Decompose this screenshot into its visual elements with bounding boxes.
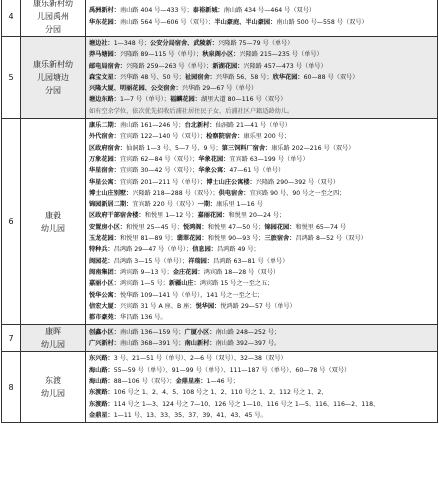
community-name: 南山新村： bbox=[184, 340, 216, 348]
address-line bbox=[89, 278, 434, 289]
address-line bbox=[89, 353, 434, 364]
community-name: 嘉丽小区： bbox=[89, 280, 120, 288]
address-range: 昌鸿路 49 号； bbox=[216, 246, 260, 254]
address-range: 1—46 号； bbox=[206, 378, 239, 386]
street-range-cell bbox=[86, 352, 438, 423]
address-range: 仙洞路 1—3 号、5—7 号、9 号； bbox=[126, 144, 222, 152]
school-name-line: 儿园塘边 bbox=[37, 73, 69, 83]
community-name: 塘边社： bbox=[89, 40, 114, 47]
school-name-cell bbox=[21, 119, 86, 325]
address-line bbox=[89, 143, 434, 154]
address-range: 兴隆路 89—115 号（单号）； bbox=[119, 51, 203, 59]
community-name: 森宝文星： bbox=[89, 73, 120, 81]
table-row bbox=[2, 0, 438, 37]
address-range: 兴隆路 218—288 号（双号）； bbox=[132, 189, 219, 197]
community-name: 华星宿舍： bbox=[89, 167, 120, 175]
table-row bbox=[2, 37, 438, 119]
address-range: 1—348 号； bbox=[113, 40, 151, 47]
address-range: 1—7 号（单号）； bbox=[119, 96, 170, 104]
community-name: 供电宿舍： bbox=[218, 189, 250, 197]
community-name: 海山路： bbox=[89, 378, 114, 386]
community-name: 泰裕新城： bbox=[192, 7, 224, 15]
address-range: 和悦里 81—89 号； bbox=[119, 235, 177, 243]
community-name: 康乐二期： bbox=[89, 122, 120, 130]
address-range: 南山路 161—246 号； bbox=[119, 122, 185, 130]
address-range: 康乐里 200 号； bbox=[243, 133, 291, 141]
community-name: 新疆山庄： bbox=[168, 280, 200, 288]
community-name: 博士山庄公寓楼： bbox=[206, 178, 256, 186]
community-name: 台北新村： bbox=[184, 122, 216, 130]
address-line bbox=[89, 177, 434, 188]
table-row bbox=[2, 352, 438, 423]
community-name: 秋泉阁小区： bbox=[202, 51, 240, 59]
school-name-cell bbox=[21, 37, 86, 119]
address-range: 106 号之 1、2、4、5、108 号之 1、2、110 号之 1、2、112 号之 1、2、 bbox=[113, 389, 328, 397]
address-range: 悦华路 109—141 号（单号），141 号之一至之七； bbox=[119, 291, 264, 299]
community-name: 华星公寓： bbox=[89, 178, 120, 186]
address-line bbox=[89, 94, 434, 105]
address-range: 兴隆路 457—473 号（单号） bbox=[243, 62, 327, 70]
community-name: 华东花园： bbox=[89, 18, 120, 26]
address-range: 兴宾路 31 号 A 座、B 座； bbox=[119, 302, 196, 310]
community-name: 翡翠花园： bbox=[176, 235, 208, 243]
row-number: 8 bbox=[2, 352, 21, 423]
community-name: 一期： bbox=[197, 201, 217, 209]
street-range-cell bbox=[86, 37, 438, 119]
address-range: 和悦里 47—50 号； bbox=[207, 223, 265, 231]
address-line bbox=[89, 61, 434, 72]
community-name: 闽南集团： bbox=[89, 268, 120, 276]
community-name: 金鼎星座： bbox=[175, 378, 207, 386]
address-range: 兴华路 29—67 号（单号） bbox=[181, 85, 258, 93]
school-name-line: 康乐新村幼 bbox=[33, 0, 73, 8]
community-name: 华象公寓： bbox=[198, 167, 230, 175]
address-line bbox=[89, 106, 434, 117]
address-line bbox=[89, 120, 434, 131]
community-name: 金庄花园： bbox=[172, 268, 204, 276]
community-name: 区政府干部宿舍楼： bbox=[89, 212, 145, 220]
community-name: 第三饲料厂宿舍： bbox=[221, 144, 272, 152]
school-name-line: 分园 bbox=[45, 25, 61, 34]
row-number: 6 bbox=[2, 119, 21, 325]
address-range: 3 号、21—51 号（单号）、2—6 号（双号）、32—38（双号） bbox=[113, 355, 287, 363]
table-row bbox=[2, 325, 438, 352]
community-name: 祉园宿舍： bbox=[184, 73, 216, 81]
community-name: 三旅宿舍： bbox=[264, 235, 296, 243]
school-name-line: 东渡 bbox=[45, 376, 61, 386]
street-range-cell bbox=[86, 325, 438, 352]
community-name: 悦鸿阁： bbox=[182, 223, 208, 231]
community-name: 闽园花： bbox=[89, 257, 114, 265]
address-line bbox=[89, 399, 434, 410]
community-name: 博士山庄别墅： bbox=[89, 189, 133, 197]
address-range: 宜宾路 220 号（双号） bbox=[132, 201, 198, 209]
address-range: 宜宾路 201—211 号（单号）； bbox=[119, 178, 207, 186]
address-range: 和悦里 20—24 号； bbox=[228, 212, 286, 220]
address-range: 鸿宾路 9—13 号； bbox=[119, 268, 173, 276]
address-range: 兴隆路 259—263 号（单号）； bbox=[126, 62, 213, 70]
address-range: 和悦里 1—12 号； bbox=[144, 212, 198, 220]
address-range: 昌鸿路 8—52 号（双号） bbox=[295, 235, 367, 243]
address-range: 华昌路 136 号。 bbox=[119, 314, 167, 322]
address-line bbox=[89, 327, 434, 338]
address-range: 兴隆路 290—392 号（双号） bbox=[255, 178, 340, 186]
community-name: 锦园花园： bbox=[264, 223, 296, 231]
address-range: 康乐里 1—16 号 bbox=[216, 201, 263, 209]
school-name-line: 康晖 bbox=[45, 327, 61, 337]
address-range: 南山路 434 号—464 号（双号） bbox=[223, 7, 316, 15]
address-line bbox=[89, 233, 434, 244]
address-line bbox=[89, 17, 434, 28]
community-name: 兴隆大厦、明丽花园、公交宿舍： bbox=[89, 85, 182, 93]
community-name: 创鑫小区： bbox=[89, 329, 120, 337]
community-name: 欣华花园： bbox=[272, 73, 304, 81]
address-line bbox=[89, 244, 434, 255]
address-line bbox=[89, 72, 434, 83]
school-name-line: 幼儿园 bbox=[41, 340, 65, 350]
address-line bbox=[89, 338, 434, 349]
address-line bbox=[89, 38, 434, 49]
community-name: 嘉丽花园： bbox=[197, 212, 229, 220]
community-name: 广兴新村： bbox=[89, 340, 120, 348]
address-line bbox=[89, 376, 434, 387]
address-range: 康乐路 202—216 号（双号） bbox=[271, 144, 355, 152]
address-line bbox=[89, 312, 434, 323]
address-line bbox=[89, 410, 434, 421]
community-name: 区政府宿舍： bbox=[89, 144, 127, 152]
school-name-cell bbox=[21, 325, 86, 352]
school-name-line: 幼儿园 bbox=[41, 389, 65, 399]
enrollment-zone-table bbox=[1, 0, 438, 423]
community-name: 邮电局宿舍： bbox=[89, 62, 127, 70]
community-name: 金鼎星： bbox=[89, 411, 114, 419]
community-name: 福麟花园： bbox=[170, 96, 201, 104]
community-name: 都市豪苑： bbox=[89, 314, 120, 322]
address-range: 兴隆路 215—235 号（单号） bbox=[239, 51, 323, 59]
address-line bbox=[89, 131, 434, 142]
address-line bbox=[89, 199, 434, 210]
address-range: 南山路 248—252 号； bbox=[215, 329, 281, 337]
address-range: 55—59 号（单号）、91—99 号（单号）、111—187 号（单号）、60—78 号（双号） bbox=[113, 366, 351, 374]
address-line bbox=[89, 256, 434, 267]
address-line bbox=[89, 5, 434, 16]
community-name: 悦华园： bbox=[195, 302, 221, 310]
address-line bbox=[89, 387, 434, 398]
address-line bbox=[89, 222, 434, 233]
community-name: 塘边东路： bbox=[89, 96, 120, 104]
street-range-cell bbox=[86, 0, 438, 37]
address-range: 鸿宾路 18—28 号（双号） bbox=[203, 268, 280, 276]
address-range: 湖里大道 80—116 号（双号） bbox=[200, 96, 287, 104]
address-range: 114 号之 1—3、124 号之 7—10、126 号之 1—10、116 号之 1—5、116、116—2、118、 bbox=[113, 400, 380, 408]
address-range: 60—88 号（双号） bbox=[303, 73, 359, 81]
address-range: 南山路 404 号—433 号； bbox=[119, 7, 193, 15]
address-range: 鸿宾路 15 号之一至之五； bbox=[199, 280, 274, 288]
address-range: 和悦里 25—45 号； bbox=[126, 223, 183, 231]
community-name: 悦华公寓： bbox=[89, 291, 120, 299]
table-row bbox=[2, 119, 438, 325]
community-name: 特种兵： bbox=[89, 246, 114, 254]
community-name: 新湖花园： bbox=[212, 62, 244, 70]
address-line bbox=[89, 49, 434, 60]
address-range: 仙洞路 21—41 号（单号） bbox=[215, 122, 291, 130]
row-number: 5 bbox=[2, 37, 21, 119]
address-range: 47—61 号（单号） bbox=[229, 167, 285, 175]
address-line bbox=[89, 210, 434, 221]
school-name-cell bbox=[21, 352, 86, 423]
address-range: 昌鸿路 3—15 号（单号）； bbox=[113, 257, 189, 265]
community-name: 信息园： bbox=[192, 246, 217, 254]
address-range: 宜宾路 122—140 号（双号）； bbox=[119, 133, 207, 141]
community-name: 万象花园： bbox=[89, 155, 120, 163]
community-name: 信宏大厦： bbox=[89, 302, 120, 310]
street-range-cell bbox=[86, 119, 438, 325]
community-name: 东渡路： bbox=[89, 389, 114, 397]
address-range: 和悦里 90—93 号； bbox=[207, 235, 265, 243]
community-name: 莽马塘园： bbox=[89, 51, 120, 59]
community-name: 检察院宿舍： bbox=[206, 133, 244, 141]
admission-note: 如有空余学位，依次优先招收后浦社居住民子女、后浦社区户籍适龄幼儿。 bbox=[89, 107, 294, 115]
community-name: 华象花园： bbox=[198, 155, 230, 163]
community-name: 玉龙花园： bbox=[89, 235, 120, 243]
community-name: 广厦小区： bbox=[184, 329, 216, 337]
community-name: 东兴路： bbox=[89, 355, 114, 363]
address-range: 和悦里 65—74 号 bbox=[295, 223, 347, 231]
community-name: 公安分局宿舍、武陵新： bbox=[150, 40, 219, 47]
address-range: 昌鸿路 63—81 号（单号） bbox=[213, 257, 289, 265]
address-range: 南山路 564 号—606 号（双号）； bbox=[119, 18, 215, 26]
address-range: 南山路 368—391 号； bbox=[119, 340, 185, 348]
address-range: 宜宾路 62—84 号（双号）； bbox=[119, 155, 199, 163]
community-name: 禹洲新村： bbox=[89, 7, 120, 15]
address-line bbox=[89, 83, 434, 94]
address-range: 兴隆路 75—79 号（单号） bbox=[218, 40, 294, 47]
address-range: 鸿宾路 1—5 号； bbox=[119, 280, 169, 288]
community-name: 祥瑞园： bbox=[188, 257, 214, 265]
school-name-line: 分园 bbox=[45, 86, 61, 96]
address-range: 兴华路 48 号、50 号； bbox=[119, 73, 185, 81]
address-range: 南山路 500 号—558 号（双号） bbox=[276, 18, 368, 26]
address-range: 宜宾路 90 号、90 号之一至之四； bbox=[249, 189, 346, 197]
address-range: 悦鸿路 29—57 号（单号） bbox=[220, 302, 296, 310]
address-range: 1—11 号、13、33、35、37、39、41、43、45 号。 bbox=[113, 411, 267, 419]
school-name-line: 康毅 bbox=[45, 210, 61, 220]
address-range: 宜宾路 63—199 号（单号） bbox=[229, 155, 309, 163]
community-name: 安置房小区： bbox=[89, 223, 127, 231]
address-line bbox=[89, 165, 434, 176]
address-line bbox=[89, 290, 434, 301]
address-range: 南山路 392—397 号。 bbox=[215, 340, 281, 348]
community-name: 外代宿舍： bbox=[89, 133, 120, 141]
row-number: 7 bbox=[2, 325, 21, 352]
address-range: 南山路 136—159 号； bbox=[119, 329, 185, 337]
school-name-line: 康乐新村幼 bbox=[33, 60, 73, 70]
address-line bbox=[89, 267, 434, 278]
address-range: 昌鸿路 29—47 号（单号）； bbox=[113, 246, 193, 254]
address-range: 88—106 号（双号）； bbox=[113, 378, 176, 386]
school-name-line: 幼儿园 bbox=[41, 223, 65, 233]
community-name: 半山豪庭、半山豪园： bbox=[214, 18, 277, 26]
school-name-cell bbox=[21, 0, 86, 37]
address-range: 兴华路 56、58 号； bbox=[215, 73, 273, 81]
address-line bbox=[89, 154, 434, 165]
school-name-line: 儿园禹州 bbox=[37, 12, 69, 21]
address-line bbox=[89, 188, 434, 199]
community-name: 锦园新居二期： bbox=[89, 201, 133, 209]
row-number: 4 bbox=[2, 0, 21, 37]
address-range: 宜宾路 30—42 号（双号）； bbox=[119, 167, 199, 175]
address-line bbox=[89, 365, 434, 376]
community-name: 东渡路： bbox=[89, 400, 114, 408]
address-line bbox=[89, 301, 434, 312]
community-name: 海山路： bbox=[89, 366, 114, 374]
